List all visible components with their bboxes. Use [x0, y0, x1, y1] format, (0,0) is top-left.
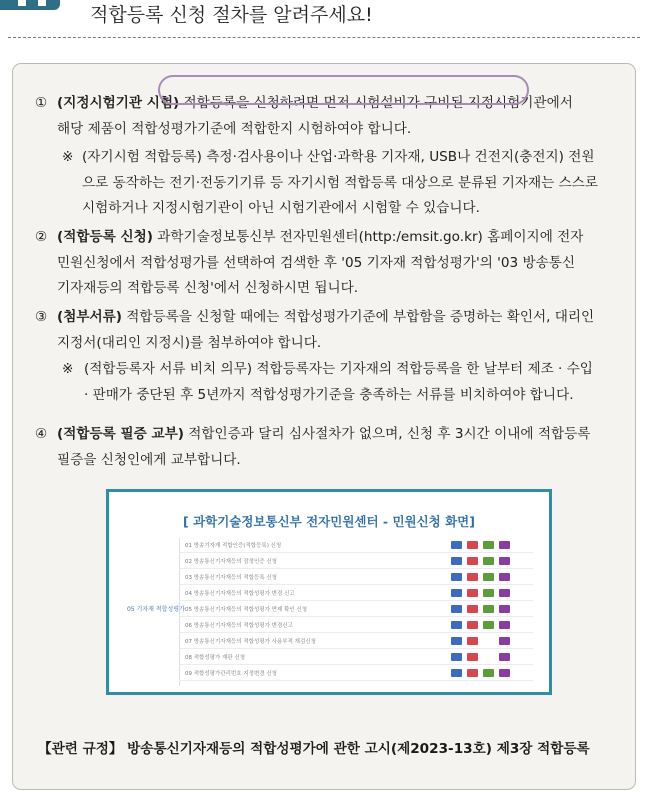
step-3-line-1: 적합등록을 신청할 때에는 적합성평가기준에 부합함을 증명하는 확인서, 대리인 [121, 309, 595, 325]
apply-button [467, 637, 478, 645]
guide-button [483, 621, 494, 629]
step-4-line-1: 적합인증과 달리 심사절차가 없으며, 신청 후 3시간 이내에 적합등록 [183, 426, 591, 442]
apply-button [467, 669, 478, 677]
screenshot-title: [ 과학기술정보통신부 전자민원센터 - 민원신청 화면] [183, 514, 475, 529]
screenshot-row [179, 666, 533, 681]
screenshot-row-label: 08 적합성평가 재판 신청 [185, 655, 246, 661]
step-1-number: ① [35, 95, 48, 111]
highlight-oval [158, 75, 529, 105]
step-4-heading: (적합등록 필증 교부) [57, 426, 184, 442]
guide-button [483, 557, 494, 565]
step-4-number: ④ [35, 426, 48, 442]
note-3 [62, 357, 622, 408]
guide-button [483, 573, 494, 581]
step-2 [35, 225, 615, 302]
step-2-line-1: 과학기술정보통신부 전자민원센터(http:/emsit.go.kr) 홈페이지에 전자 [152, 229, 584, 245]
screenshot-category: 05 기자재 적합성평가 [127, 606, 185, 613]
screenshot-row-label: 02 방송통신기자재등의 잠정인증 신청 [185, 559, 277, 565]
screenshot-row-label: 09 적합성평가관리번호 지정변경 신청 [185, 671, 277, 677]
step-1-line-1: 적합등록을 신청하려면 먼저 시험설비가 구비된 지정시험기관에서 [179, 95, 573, 111]
step-4-line-2: 필증을 신청인에게 교부합니다. [57, 451, 241, 468]
step-3-line-2: 지정서(대리인 지정시)를 첨부하여야 합니다. [57, 334, 322, 351]
info-button [451, 605, 462, 613]
screenshot-row [179, 602, 533, 617]
form-button [499, 669, 510, 677]
step-1-heading: (지정시험기관 시험) [57, 95, 180, 111]
apply-button [467, 605, 478, 613]
emsit-screenshot [106, 489, 552, 695]
step-2-line-3: 기자재등의 적합등록 신청'에서 신청하시면 됩니다. [57, 280, 359, 296]
step-1-line-2: 해당 제품이 적합성평가기준에 적합한지 시험하여야 합니다. [57, 120, 412, 137]
form-button [499, 605, 510, 613]
info-button [451, 669, 462, 677]
apply-button [467, 621, 478, 629]
screenshot-row-highlighted [179, 570, 533, 585]
note-1 [62, 145, 622, 222]
info-button [451, 541, 462, 549]
step-4 [35, 422, 615, 473]
info-button [451, 653, 462, 661]
step-3 [35, 305, 615, 356]
note-1-mark: ※ [62, 149, 74, 165]
screenshot-row-label: 04 방송통신기자재등의 적합성평가 변경 신고 [185, 591, 295, 597]
screenshot-row [179, 650, 533, 665]
screenshot-row-label: 07 방송통신기자재등의 적합성평가 사용부적 재검신청 [185, 639, 316, 645]
form-button [499, 573, 510, 581]
note-3-mark: ※ [62, 361, 74, 377]
note-3-line-1: (적합등록자 서류 비치 의무) 적합등록자는 기자재의 적합등록을 한 날부터 제조 · 수입 [84, 361, 593, 377]
form-button [499, 621, 510, 629]
guide-button [483, 541, 494, 549]
page-title: 적합등록 신청 절차를 알려주세요! [90, 4, 373, 26]
form-button [499, 557, 510, 565]
note-3-line-2: · 판매가 중단된 후 5년까지 적합성평가기준을 충족하는 서류를 비치하여야 합니다. [84, 386, 574, 403]
screenshot-row [179, 554, 533, 569]
screenshot-row [179, 586, 533, 601]
screenshot-row-label: 03 방송통신기자재등의 적합등록 신청 [185, 575, 277, 581]
apply-button [467, 557, 478, 565]
note-1-line-1: (자기시험 적합등록) 측정·검사용이나 산업·과학용 기자재, USB나 건전지(충전지) 전원 [82, 149, 595, 165]
form-button [499, 637, 510, 645]
form-button [499, 589, 510, 597]
info-button [451, 621, 462, 629]
form-button [499, 541, 510, 549]
screenshot-list [127, 538, 533, 686]
related-regulation: 【관련 규정】 방송통신기자재등의 적합성평가에 관한 고시(제2023-13호) 제3장 적합등록 [38, 741, 590, 757]
section-badge [0, 0, 60, 10]
guide-button [483, 605, 494, 613]
step-2-number: ② [35, 229, 48, 245]
apply-button [467, 573, 478, 581]
step-3-heading: (첨부서류) [57, 309, 122, 325]
form-button [499, 653, 510, 661]
divider [8, 37, 640, 38]
screenshot-row [179, 618, 533, 633]
info-button [451, 557, 462, 565]
info-button [451, 637, 462, 645]
note-1-line-3: 시험하거나 지정시험기관이 아닌 시험기관에서 시험할 수 있습니다. [82, 200, 480, 216]
note-1-line-2: 으로 동작하는 전기·전동기기류 등 자기시험 적합등록 대상으로 분류된 기자재는 스스로 [82, 174, 598, 191]
screenshot-row-label: 06 방송통신기자재등의 적합성평가 변경신고 [185, 623, 293, 629]
apply-button [467, 541, 478, 549]
info-button [451, 573, 462, 581]
guide-button [483, 589, 494, 597]
step-2-heading: (적합등록 신청) [57, 229, 153, 245]
screenshot-row-label: 05 방송통신기자재등의 적합성평가 면제 확인 신청 [185, 607, 308, 613]
apply-button [467, 653, 478, 661]
screenshot-row-label: 01 방송기자재 적합인증(적합등록) 신청 [185, 543, 282, 549]
screenshot-category-cell [127, 538, 185, 686]
screenshot-row [179, 634, 533, 649]
screenshot-row [179, 538, 533, 553]
step-3-number: ③ [35, 309, 48, 325]
info-button [451, 589, 462, 597]
step-2-line-2: 민원신청에서 적합성평가를 선택하여 검색한 후 '05 기자재 적합성평가'의 '03 방송통신 [57, 254, 576, 271]
apply-button [467, 589, 478, 597]
guide-button [483, 669, 494, 677]
